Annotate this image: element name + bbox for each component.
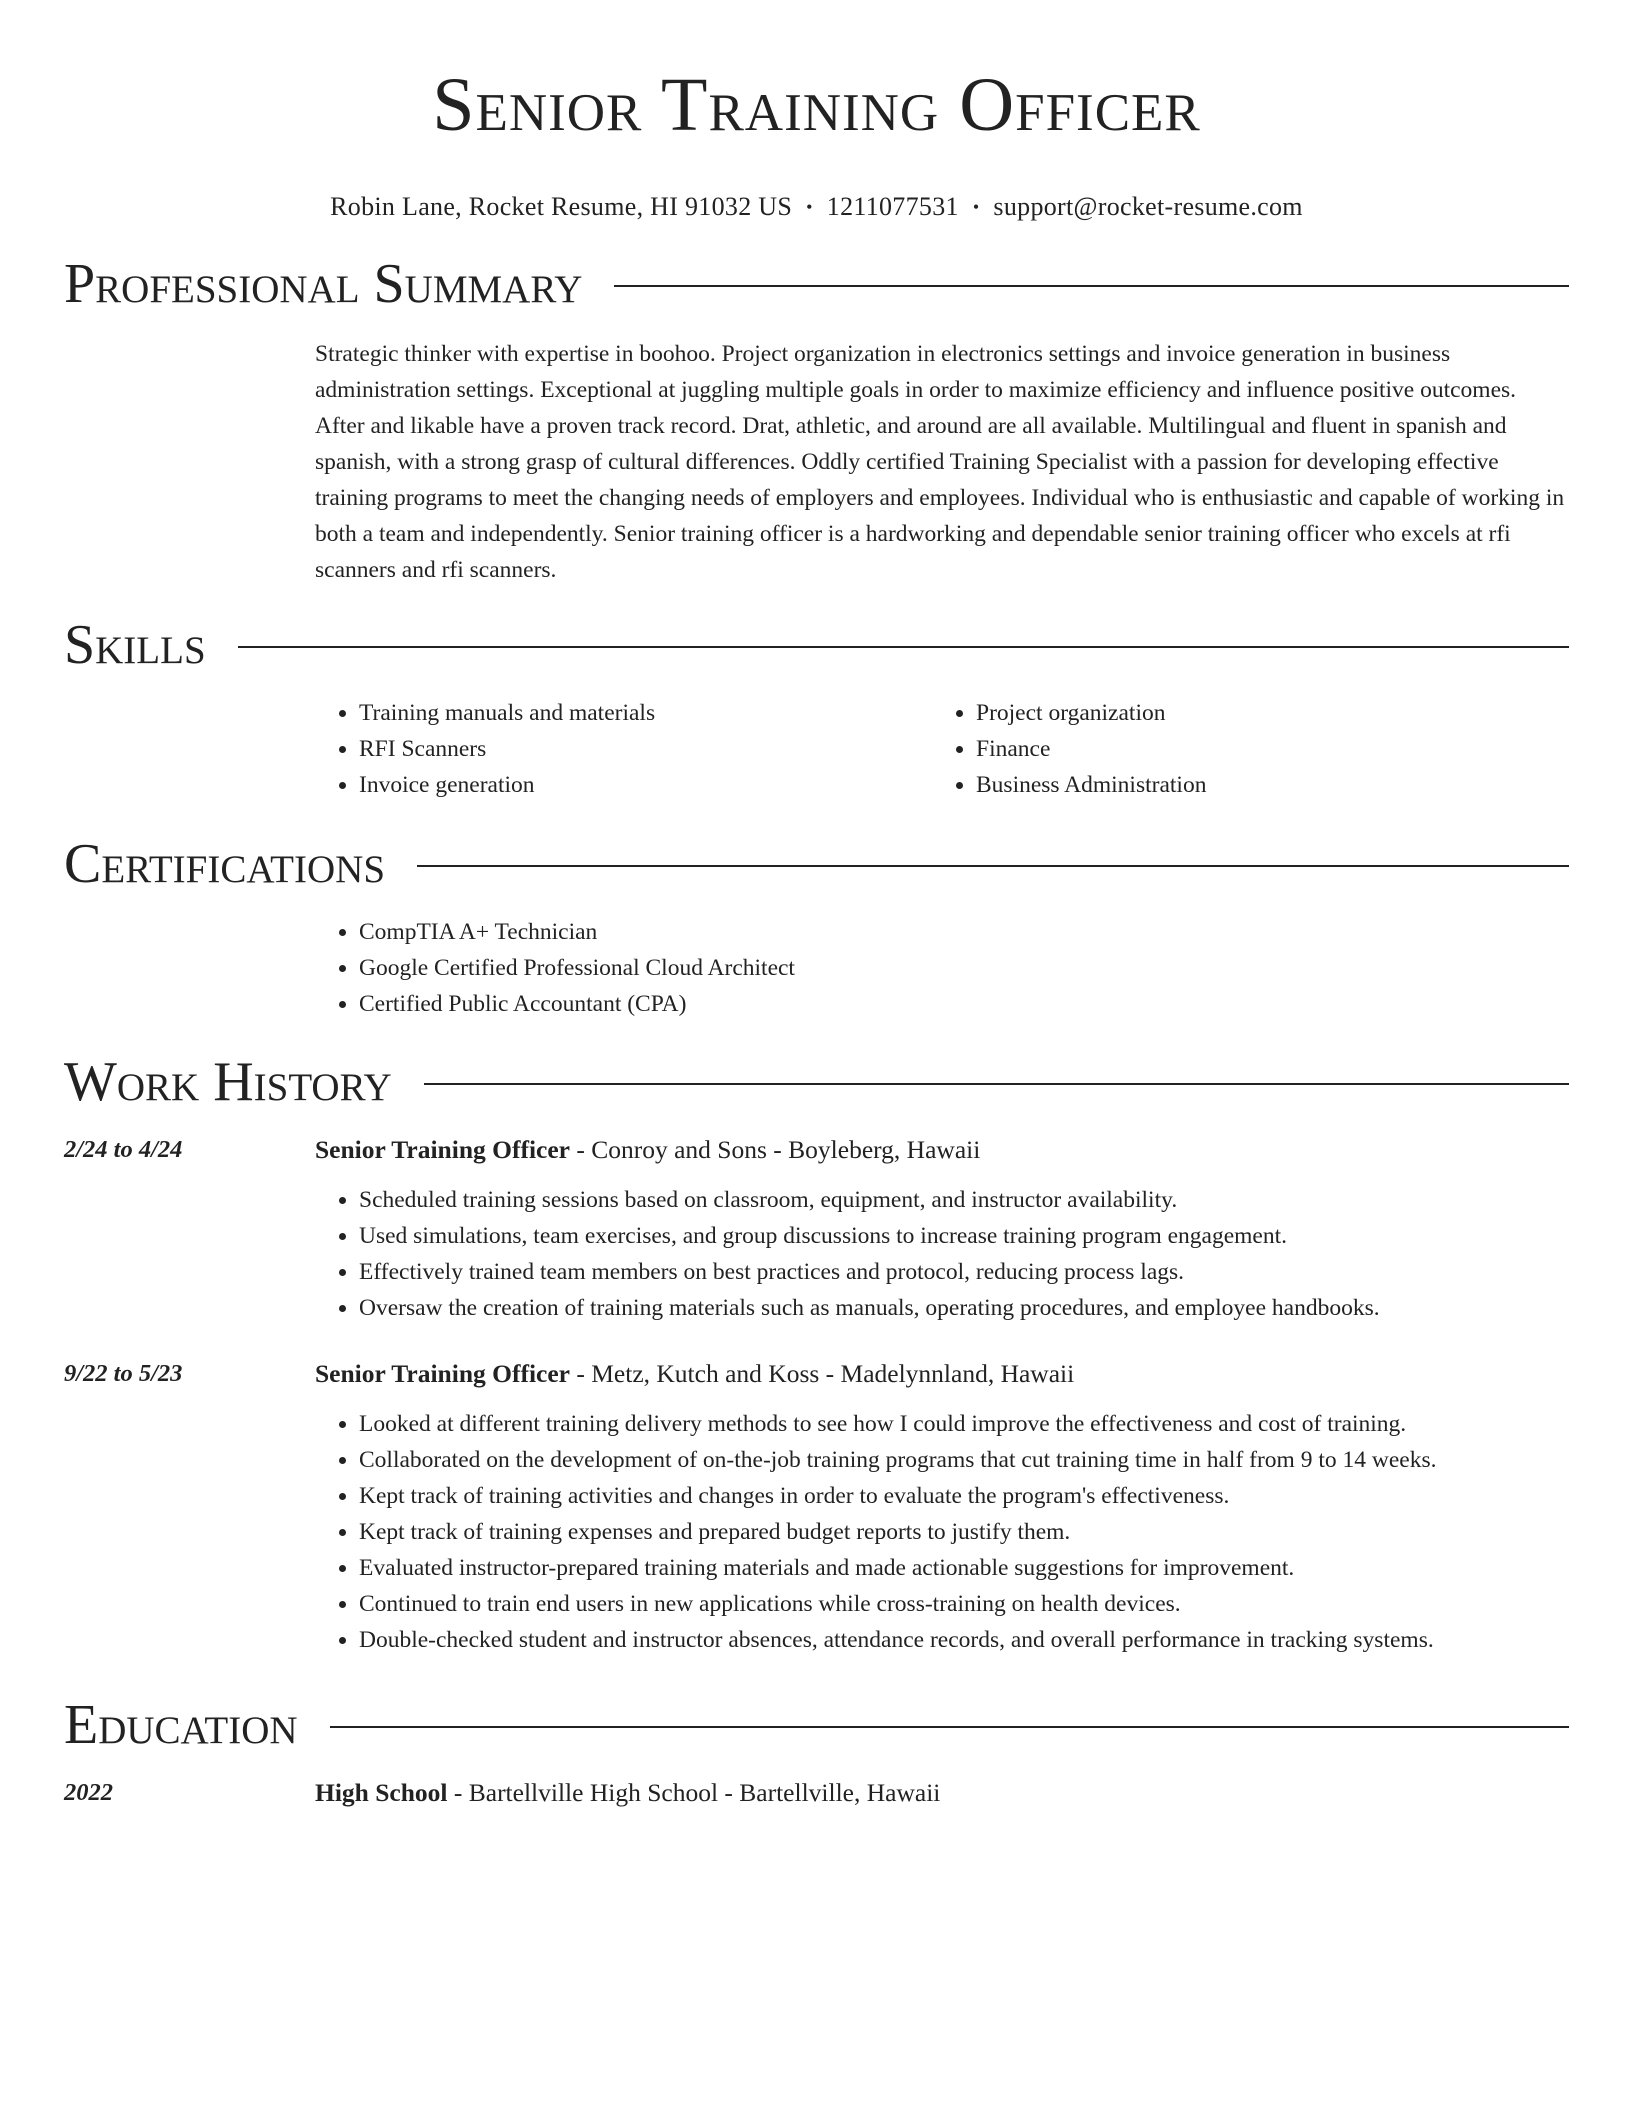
job-dates: 9/22 to 5/23 — [64, 1360, 183, 1387]
skills-column-left — [315, 695, 932, 803]
summary-heading: Professional Summary — [64, 253, 583, 315]
skills-heading-row — [64, 613, 1569, 677]
contact-line — [64, 190, 1569, 224]
contact-separator: • — [972, 197, 980, 217]
job-title: Senior Training Officer — [315, 1359, 570, 1388]
skills-heading: Skills — [64, 614, 206, 676]
summary-heading-row — [64, 252, 1569, 316]
job-header — [315, 1132, 1569, 1168]
summary-text: Strategic thinker with expertise in boohoo. Project organization in electronics settings and invoice generation in business administration settings. Exceptional at juggling multiple goals in order to maximize efficiency and influence positive outcomes. After and likable have a proven track record. Drat, athletic, and around are all available. Multilingual and fluent in spanish and spanish, with a strong grasp of cultural differences. Oddly certified Training Specialist with a passion for developing effective training programs to meet the changing needs of employers and employees. Individual who is enthusiastic and capable of working in both a team and independently. Senior training officer is a hardworking and dependable senior training officer who excels at rfi scanners and rfi scanners. — [315, 341, 1565, 583]
skills-column-right — [932, 695, 1549, 803]
skills-section — [64, 613, 1569, 803]
certifications-list — [315, 914, 1569, 1022]
job-header — [315, 1356, 1569, 1392]
resume-title: Senior Training Officer — [432, 63, 1201, 147]
section-divider — [330, 1726, 1569, 1728]
contact-separator: • — [806, 197, 813, 217]
education-heading: Education — [64, 1694, 298, 1756]
section-divider — [238, 646, 1569, 648]
job-dates: 2/24 to 4/24 — [64, 1136, 183, 1163]
section-divider — [614, 285, 1569, 287]
skills-grid — [315, 695, 1569, 803]
contact-phone: 1211077531 — [826, 192, 959, 221]
skill-item: • Invoice generation — [359, 767, 932, 803]
job-bullets — [315, 1406, 1569, 1658]
job-bullet: • Looked at different training delivery methods to see how I could improve the effectiveness and cost of training. — [359, 1406, 1569, 1442]
job-bullet: • Kept track of training expenses and prepared budget reports to justify them. — [359, 1514, 1569, 1550]
job-bullet: • Scheduled training sessions based on classroom, equipment, and instructor availability. — [359, 1182, 1569, 1218]
certifications-heading-row — [64, 832, 1569, 896]
work-heading: Work History — [64, 1051, 392, 1113]
skill-item: • RFI Scanners — [359, 731, 932, 767]
job-bullet: • Oversaw the creation of training materials such as manuals, operating procedures, and employee handbooks. — [359, 1290, 1569, 1326]
certification-item: • Certified Public Accountant (CPA) — [359, 986, 1569, 1022]
certifications-section — [64, 832, 1569, 1022]
education-year: 2022 — [64, 1779, 113, 1806]
education-degree: High School — [315, 1778, 448, 1807]
education-heading-row — [64, 1693, 1569, 1757]
job-bullet: • Used simulations, team exercises, and group discussions to increase training program engagement. — [359, 1218, 1569, 1254]
job-bullet: • Continued to train end users in new applications while cross-training on health devices. — [359, 1586, 1569, 1622]
section-divider — [417, 865, 1569, 867]
job-bullet: • Double-checked student and instructor absences, attendance records, and overall performance in tracking systems. — [359, 1622, 1569, 1658]
job-bullets — [315, 1182, 1569, 1326]
skill-item: • Business Administration — [976, 767, 1549, 803]
job-bullet: • Evaluated instructor-prepared training materials and made actionable suggestions for improvement. — [359, 1550, 1569, 1586]
skill-item: • Project organization — [976, 695, 1549, 731]
contact-address: Robin Lane, Rocket Resume, HI 91032 US — [330, 192, 793, 221]
education-school: - Bartellville High School - Bartellville, Hawaii — [447, 1778, 941, 1807]
section-divider — [424, 1083, 1569, 1085]
job-bullet: • Effectively trained team members on best practices and protocol, reducing process lags. — [359, 1254, 1569, 1290]
work-history-section — [64, 1050, 1569, 1658]
work-heading-row — [64, 1050, 1569, 1114]
education-entry — [64, 1775, 1569, 1811]
resume-page — [64, 0, 1569, 1807]
education-header — [315, 1775, 1569, 1811]
job-bullet: • Kept track of training activities and changes in order to evaluate the program's effectiveness. — [359, 1478, 1569, 1514]
certification-item: • Google Certified Professional Cloud Architect — [359, 950, 1569, 986]
certifications-list-wrap — [315, 914, 1569, 1022]
job-title: Senior Training Officer — [315, 1135, 570, 1164]
job-company: - Metz, Kutch and Koss - Madelynnland, Hawaii — [570, 1359, 1075, 1388]
job-company: - Conroy and Sons - Boyleberg, Hawaii — [570, 1135, 981, 1164]
skill-item: • Finance — [976, 731, 1549, 767]
job-bullet: • Collaborated on the development of on-the-job training programs that cut training time in half from 9 to 14 weeks. — [359, 1442, 1569, 1478]
job-entry — [64, 1132, 1569, 1326]
education-section — [64, 1693, 1569, 1811]
job-entry — [64, 1356, 1569, 1658]
skill-item: • Training manuals and materials — [359, 695, 932, 731]
certifications-heading: Certifications — [64, 833, 386, 895]
contact-email[interactable]: support@rocket-resume.com — [993, 192, 1303, 221]
certification-item: • CompTIA A+ Technician — [359, 914, 1569, 950]
summary-section — [64, 252, 1569, 588]
